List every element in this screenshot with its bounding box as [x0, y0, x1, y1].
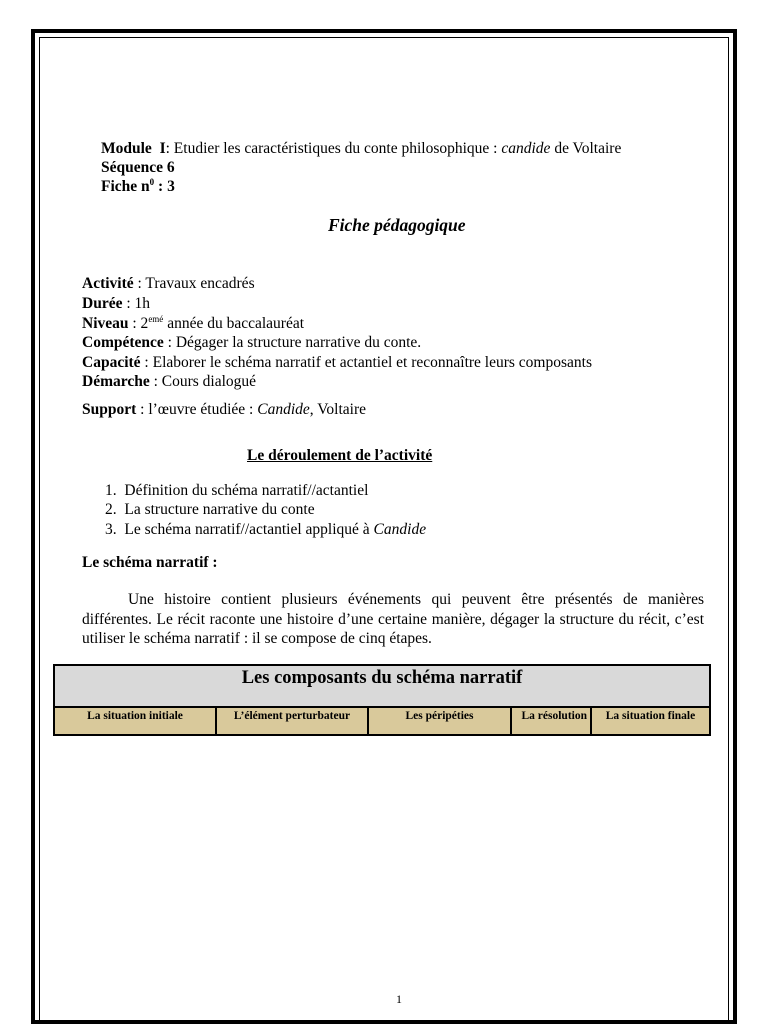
module-text: : Etudier les caractéristiques du conte philosophique : [165, 140, 502, 157]
niveau-label: Niveau [82, 315, 129, 332]
list-item-number: 2. [105, 501, 117, 518]
module-num: I [159, 140, 166, 157]
module-label: Module [101, 140, 152, 157]
demarche-label: Démarche [82, 373, 150, 390]
support-suffix: , Voltaire [309, 401, 367, 418]
capacite-line [82, 353, 592, 372]
fiche-sup: 0 [149, 177, 155, 187]
list-item [105, 481, 368, 500]
support-line [82, 400, 366, 419]
capacite-value: : Elaborer le schéma narratif et actantiel et reconnaître leurs composants [140, 354, 592, 371]
duree-label: Durée [82, 295, 123, 312]
list-item-text: Définition du schéma narratif//actantiel [124, 482, 369, 499]
schema-title-line [82, 553, 218, 572]
table-cell: L’élément perturbateur [216, 707, 368, 735]
page-title: Fiche pédagogique [328, 215, 466, 235]
schema-paragraph-text: Une histoire contient plusieurs événements qui peuvent être présentés de manières différentes. Le récit raconte une histoire d’une certaine manière, dégager la structure du récit, c’est utiliser le schéma narratif : il se compose de cinq étapes. [82, 591, 704, 647]
list-item-italic: Candide [373, 521, 427, 538]
support-prefix: : l’œuvre étudiée : [136, 401, 258, 418]
module-author: de Voltaire [550, 140, 622, 157]
list-item-number: 1. [105, 482, 117, 499]
table-cell: La situation initiale [54, 707, 216, 735]
schema-title: Le schéma narratif : [82, 554, 218, 571]
activite-value: : Travaux encadrés [133, 275, 255, 292]
sequence-line [101, 158, 175, 177]
module-line [101, 139, 621, 158]
table-cell: La situation finale [591, 707, 710, 735]
support-work: Candide [257, 401, 310, 418]
capacite-label: Capacité [82, 354, 141, 371]
deroulement-title: Le déroulement de l’activité [247, 447, 433, 464]
list-item-text: Le schéma narratif//actantiel appliqué à [124, 521, 374, 538]
schema-paragraph [82, 590, 704, 649]
fiche-label: Fiche n [101, 178, 150, 195]
activite-line [82, 274, 255, 293]
support-label: Support [82, 401, 137, 418]
niveau-prefix: : 2 [128, 315, 149, 332]
demarche-value: : Cours dialogué [149, 373, 257, 390]
table-cell: La résolution [511, 707, 591, 735]
list-item-text: La structure narrative du conte [124, 501, 315, 518]
duree-line [82, 294, 150, 313]
duree-value: : 1h [122, 295, 151, 312]
competence-value: : Dégager la structure narrative du conte. [163, 334, 422, 351]
fiche-num: : 3 [154, 178, 175, 195]
activite-label: Activité [82, 275, 134, 292]
niveau-suffix: année du baccalauréat [163, 315, 305, 332]
list-item [105, 520, 426, 539]
table-cell: Les péripéties [368, 707, 511, 735]
sequence-text: Séquence 6 [101, 159, 175, 176]
page-number: 1 [396, 992, 402, 1006]
components-table [53, 664, 711, 736]
competence-label: Compétence [82, 334, 164, 351]
fiche-line [101, 177, 175, 196]
module-work: candide [501, 140, 551, 157]
competence-line [82, 333, 421, 352]
niveau-line [82, 314, 304, 333]
table-header: Les composants du schéma narratif [54, 665, 710, 707]
list-item [105, 500, 315, 519]
niveau-sup: emé [148, 314, 164, 324]
list-item-number: 3. [105, 521, 117, 538]
demarche-line [82, 372, 256, 391]
table-row [54, 707, 710, 735]
